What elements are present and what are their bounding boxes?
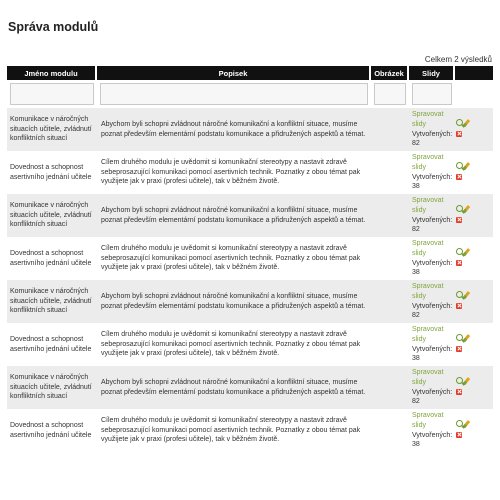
manage-slides-link[interactable]: Spravovat slidy bbox=[412, 154, 444, 171]
delete-icon[interactable] bbox=[456, 131, 462, 137]
slides-count: Vytvořených: 38 bbox=[412, 259, 453, 277]
module-slides bbox=[409, 409, 455, 452]
module-image bbox=[371, 280, 409, 323]
delete-icon[interactable] bbox=[456, 260, 462, 266]
manage-slides-link[interactable]: Spravovat slidy bbox=[412, 197, 444, 214]
table-row bbox=[7, 409, 493, 452]
row-actions bbox=[455, 280, 493, 323]
row-actions bbox=[455, 237, 493, 280]
filter-name-input[interactable] bbox=[10, 83, 94, 105]
slides-count: Vytvořených: 82 bbox=[412, 130, 453, 148]
module-image bbox=[371, 151, 409, 194]
result-count: Celkem 2 výsledků bbox=[424, 55, 492, 64]
module-slides bbox=[409, 108, 455, 151]
table-row bbox=[7, 194, 493, 237]
column-header-description[interactable]: Popisek bbox=[97, 66, 371, 80]
module-name: Dovednost a schopnost asertivního jednání učitele bbox=[10, 335, 92, 353]
pencil-icon[interactable] bbox=[463, 205, 470, 213]
manage-slides-link[interactable]: Spravovat slidy bbox=[412, 240, 444, 257]
manage-slides-link[interactable]: Spravovat slidy bbox=[412, 369, 444, 386]
module-description: Cílem druhého modulu je uvědomit si komunikační stereotypy a nastavit zdravě sebeprosazující komunikaci pomocí asertivních technik. Poznatky z obou témat pak využijete jak v praxi (profesi učitele), tak v běžném životě. bbox=[101, 417, 361, 444]
module-slides bbox=[409, 194, 455, 237]
module-name: Komunikace v náročných situacích učitele, zvládnutí konfliktních situací bbox=[7, 194, 97, 237]
column-header-name[interactable]: Jméno modulu bbox=[7, 66, 97, 80]
pencil-icon[interactable] bbox=[463, 420, 470, 428]
slides-count: Vytvořených: 38 bbox=[412, 173, 453, 191]
module-description: Abychom byli schopni zvládnout náročné komunikační a konfliktní situace, musíme poznat především elementární podstatu komunikace a přidružených aspektů a témat. bbox=[97, 108, 371, 151]
column-header-image[interactable]: Obrázek bbox=[371, 66, 409, 80]
module-description: Cílem druhého modulu je uvědomit si komunikační stereotypy a nastavit zdravě sebeprosazující komunikaci pomocí asertivních technik. Poznatky z obou témat pak využijete jak v praxi (profesi učitele), tak v běžném životě. bbox=[101, 245, 361, 272]
table-row bbox=[7, 108, 493, 151]
module-description: Cílem druhého modulu je uvědomit si komunikační stereotypy a nastavit zdravě sebeprosazující komunikaci pomocí asertivních technik. Poznatky z obou témat pak využijete jak v praxi (profesi učitele), tak v běžném životě. bbox=[101, 159, 361, 186]
module-image bbox=[371, 409, 409, 452]
module-name: Dovednost a schopnost asertivního jednání učitele bbox=[10, 421, 92, 439]
module-description: Abychom byli schopni zvládnout náročné komunikační a konfliktní situace, musíme poznat především elementární podstatu komunikace a přidružených aspektů a témat. bbox=[97, 366, 371, 409]
table-header-row bbox=[7, 66, 493, 80]
delete-icon[interactable] bbox=[456, 432, 462, 438]
pencil-icon[interactable] bbox=[463, 119, 470, 127]
modules-table bbox=[7, 66, 493, 452]
column-header-actions bbox=[455, 66, 493, 80]
module-image bbox=[371, 108, 409, 151]
delete-icon[interactable] bbox=[456, 389, 462, 395]
filter-image-input[interactable] bbox=[374, 83, 406, 105]
module-slides bbox=[409, 151, 455, 194]
filter-description-input[interactable] bbox=[100, 83, 368, 105]
page-title: Správa modulů bbox=[8, 20, 99, 34]
module-name: Komunikace v náročných situacích učitele, zvládnutí konfliktních situací bbox=[7, 280, 97, 323]
pencil-icon[interactable] bbox=[463, 162, 470, 170]
table-row bbox=[7, 280, 493, 323]
manage-slides-link[interactable]: Spravovat slidy bbox=[412, 326, 444, 343]
row-actions bbox=[455, 366, 493, 409]
slides-count: Vytvořených: 82 bbox=[412, 302, 453, 320]
delete-icon[interactable] bbox=[456, 217, 462, 223]
module-name: Komunikace v náročných situacích učitele, zvládnutí konfliktních situací bbox=[7, 108, 97, 151]
slides-count: Vytvořených: 38 bbox=[412, 431, 453, 449]
manage-slides-link[interactable]: Spravovat slidy bbox=[412, 111, 444, 128]
pencil-icon[interactable] bbox=[463, 291, 470, 299]
module-description: Abychom byli schopni zvládnout náročné komunikační a konfliktní situace, musíme poznat především elementární podstatu komunikace a přidružených aspektů a témat. bbox=[97, 194, 371, 237]
module-description: Abychom byli schopni zvládnout náročné komunikační a konfliktní situace, musíme poznat především elementární podstatu komunikace a přidružených aspektů a témat. bbox=[97, 280, 371, 323]
module-slides bbox=[409, 323, 455, 366]
module-name: Komunikace v náročných situacích učitele, zvládnutí konfliktních situací bbox=[7, 366, 97, 409]
delete-icon[interactable] bbox=[456, 303, 462, 309]
pencil-icon[interactable] bbox=[463, 248, 470, 256]
module-image bbox=[371, 237, 409, 280]
row-actions bbox=[455, 194, 493, 237]
delete-icon[interactable] bbox=[456, 346, 462, 352]
module-slides bbox=[409, 280, 455, 323]
module-image bbox=[371, 194, 409, 237]
row-actions bbox=[455, 108, 493, 151]
filter-row bbox=[7, 80, 493, 108]
module-slides bbox=[409, 366, 455, 409]
module-image bbox=[371, 323, 409, 366]
pencil-icon[interactable] bbox=[463, 334, 470, 342]
slides-count: Vytvořených: 38 bbox=[412, 345, 453, 363]
row-actions bbox=[455, 323, 493, 366]
manage-slides-link[interactable]: Spravovat slidy bbox=[412, 412, 444, 429]
delete-icon[interactable] bbox=[456, 174, 462, 180]
module-slides bbox=[409, 237, 455, 280]
table-row bbox=[7, 323, 493, 366]
column-header-slides[interactable]: Slidy bbox=[409, 66, 455, 80]
row-actions bbox=[455, 151, 493, 194]
manage-slides-link[interactable]: Spravovat slidy bbox=[412, 283, 444, 300]
module-description: Cílem druhého modulu je uvědomit si komunikační stereotypy a nastavit zdravě sebeprosazující komunikaci pomocí asertivních technik. Poznatky z obou témat pak využijete jak v praxi (profesi učitele), tak v běžném životě. bbox=[101, 331, 361, 358]
module-image bbox=[371, 366, 409, 409]
row-actions bbox=[455, 409, 493, 452]
slides-count: Vytvořených: 82 bbox=[412, 388, 453, 406]
filter-actions-cell bbox=[455, 80, 493, 108]
pencil-icon[interactable] bbox=[463, 377, 470, 385]
slides-count: Vytvořených: 82 bbox=[412, 216, 453, 234]
module-name: Dovednost a schopnost asertivního jednání učitele bbox=[10, 163, 92, 181]
filter-slides-input[interactable] bbox=[412, 83, 452, 105]
module-name: Dovednost a schopnost asertivního jednání učitele bbox=[10, 249, 92, 267]
table-row bbox=[7, 151, 493, 194]
table-row bbox=[7, 237, 493, 280]
table-row bbox=[7, 366, 493, 409]
